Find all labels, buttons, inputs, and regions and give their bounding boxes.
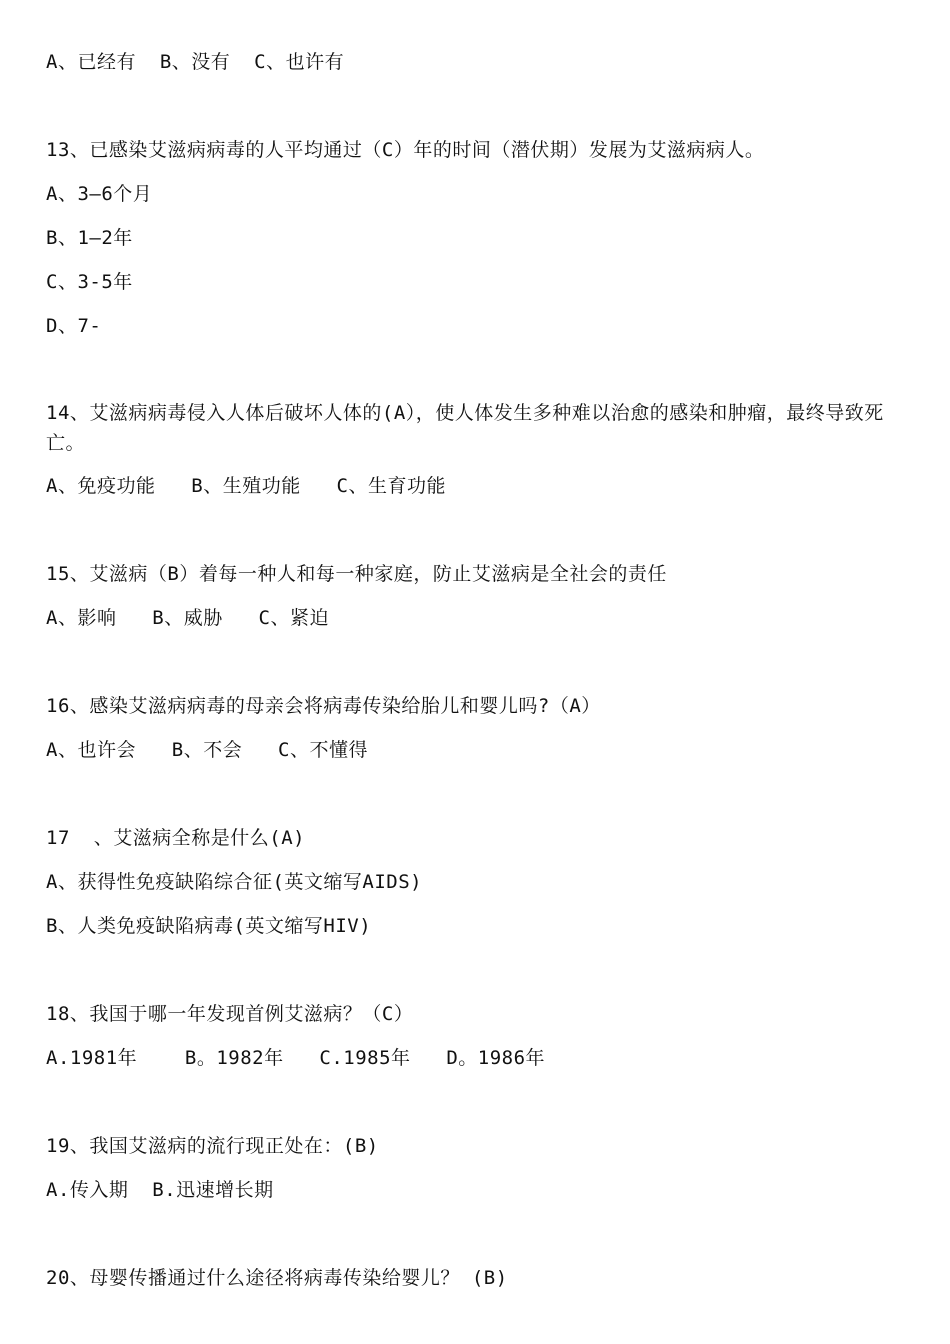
question-14: 14、艾滋病病毒侵入人体后破坏人体的(A），使人体发生多种难以治愈的感染和肿瘤，最终导致死亡。 <box>46 402 884 454</box>
question-16: 16、感染艾滋病病毒的母亲会将病毒传染给胎儿和婴儿吗?（A） <box>46 695 601 717</box>
option-17-b: B、人类免疫缺陷病毒(英文缩写HIV) <box>46 915 372 937</box>
option-13-c: C、3-5年 <box>46 271 133 293</box>
question-15: 15、艾滋病（B）着每一种人和每一种家庭，防止艾滋病是全社会的责任 <box>46 563 667 585</box>
options-19: A.传入期 B.迅速增长期 <box>46 1179 274 1201</box>
question-20: 20、母婴传播通过什么途径将病毒传染给婴儿？ (B) <box>46 1267 508 1289</box>
option-13-b: B、1—2年 <box>46 227 133 249</box>
question-17: 17 、艾滋病全称是什么(A) <box>46 827 306 849</box>
question-18: 18、我国于哪一年发现首例艾滋病？（C） <box>46 1003 414 1025</box>
options-15: A、影响 B、威胁 C、紧迫 <box>46 607 329 629</box>
option-13-a: A、3—6个月 <box>46 183 153 205</box>
options-14: A、免疫功能 B、生殖功能 C、生育功能 <box>46 475 446 497</box>
option-13-d: D、7- <box>46 315 102 337</box>
option-17-a: A、获得性免疫缺陷综合征(英文缩写AIDS) <box>46 871 423 893</box>
options-16: A、也许会 B、不会 C、不懂得 <box>46 739 368 761</box>
options-18: A.1981年 B。1982年 C.1985年 D。1986年 <box>46 1047 546 1069</box>
option-line-q12: A、已经有 B、没有 C、也许有 <box>46 51 345 73</box>
question-19: 19、我国艾滋病的流行现正处在：(B) <box>46 1135 379 1157</box>
question-13: 13、已感染艾滋病病毒的人平均通过（C）年的时间（潜伏期）发展为艾滋病病人。 <box>46 139 765 161</box>
